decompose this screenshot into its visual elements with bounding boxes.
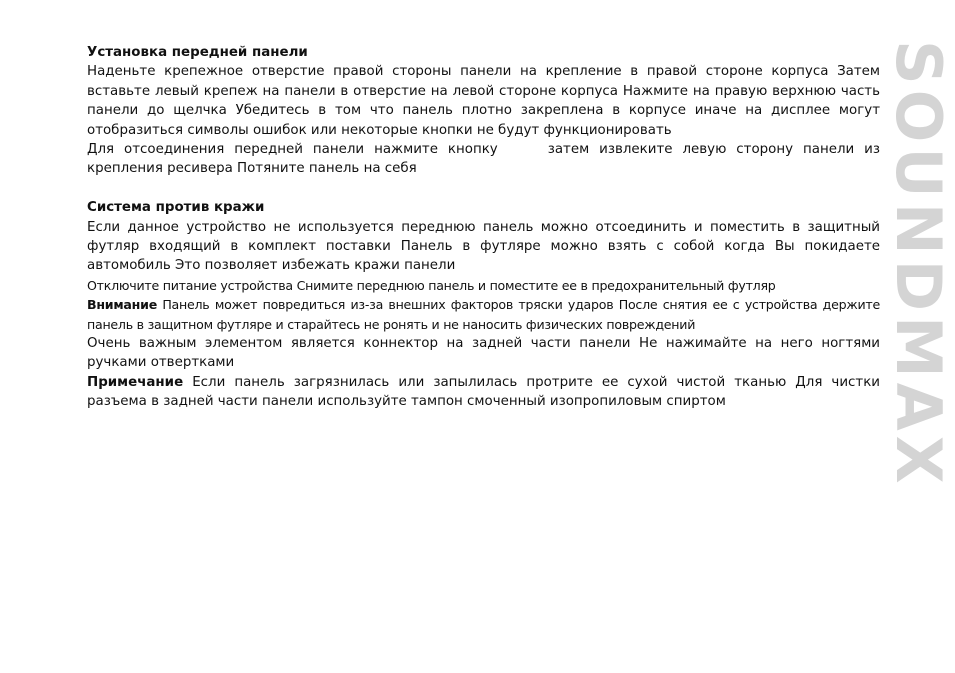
brand-logo-text: SOUNDMAX	[882, 40, 955, 489]
warning-text: Панель может повредиться из-за внешних факторов тряски ударов После снятия ее с устройства держите панель в защитном футляре и старайтесь не ронять и не наносить физических повреждений	[87, 297, 880, 332]
note-label: Примечание	[87, 374, 184, 390]
document-body	[87, 43, 880, 412]
warning-label: Внимание	[87, 297, 157, 313]
install-paragraph-2-end: затем извлеките левую сторону панели из крепления ресивера Потяните панель на себя	[87, 142, 880, 177]
install-heading: Установка передней панели	[87, 45, 308, 60]
note-paragraph	[87, 373, 880, 412]
warning-paragraph	[87, 295, 880, 334]
install-paragraph-1: Наденьте крепежное отверстие правой стороны панели на крепление в правой стороне корпуса Затем вставьте левый крепеж на панели в отверстие на левой стороне корпуса Нажмите на правую верхнюю часть панели до щелчка Убедитесь в том что панель плотно закреплена в корпусе иначе на дисплее могут отобразиться символы ошибок или некоторые кнопки не будут функционировать	[87, 64, 880, 138]
antitheft-paragraph-2: Отключите питание устройства Снимите переднюю панель и поместите ее в предохранительный футляр	[87, 277, 776, 293]
note-text: Если панель загрязнилась или запылилась протрите ее сухой чистой тканью Для чистки разъема в задней части панели используйте тампон смоченный изопропиловым спиртом	[87, 374, 880, 410]
antitheft-paragraph-3: Очень важным элементом является коннектор на задней части панели Не нажимайте на него ногтями ручками отвертками	[87, 336, 880, 371]
brand-logo	[882, 40, 955, 605]
antitheft-heading: Система против кражи	[87, 200, 265, 216]
section-gap	[87, 179, 880, 198]
install-paragraph-2-start: Для отсоединения передней панели нажмите кнопку	[87, 142, 498, 158]
install-paragraph-2	[87, 140, 880, 179]
antitheft-paragraph-1: Если данное устройство не используется переднюю панель можно отсоединить и поместить в защитный футляр входящий в комплект поставки Панель в футляре можно взять с собой когда Вы покидаете автомобиль Это позволяет избежать кражи панели	[87, 219, 880, 274]
